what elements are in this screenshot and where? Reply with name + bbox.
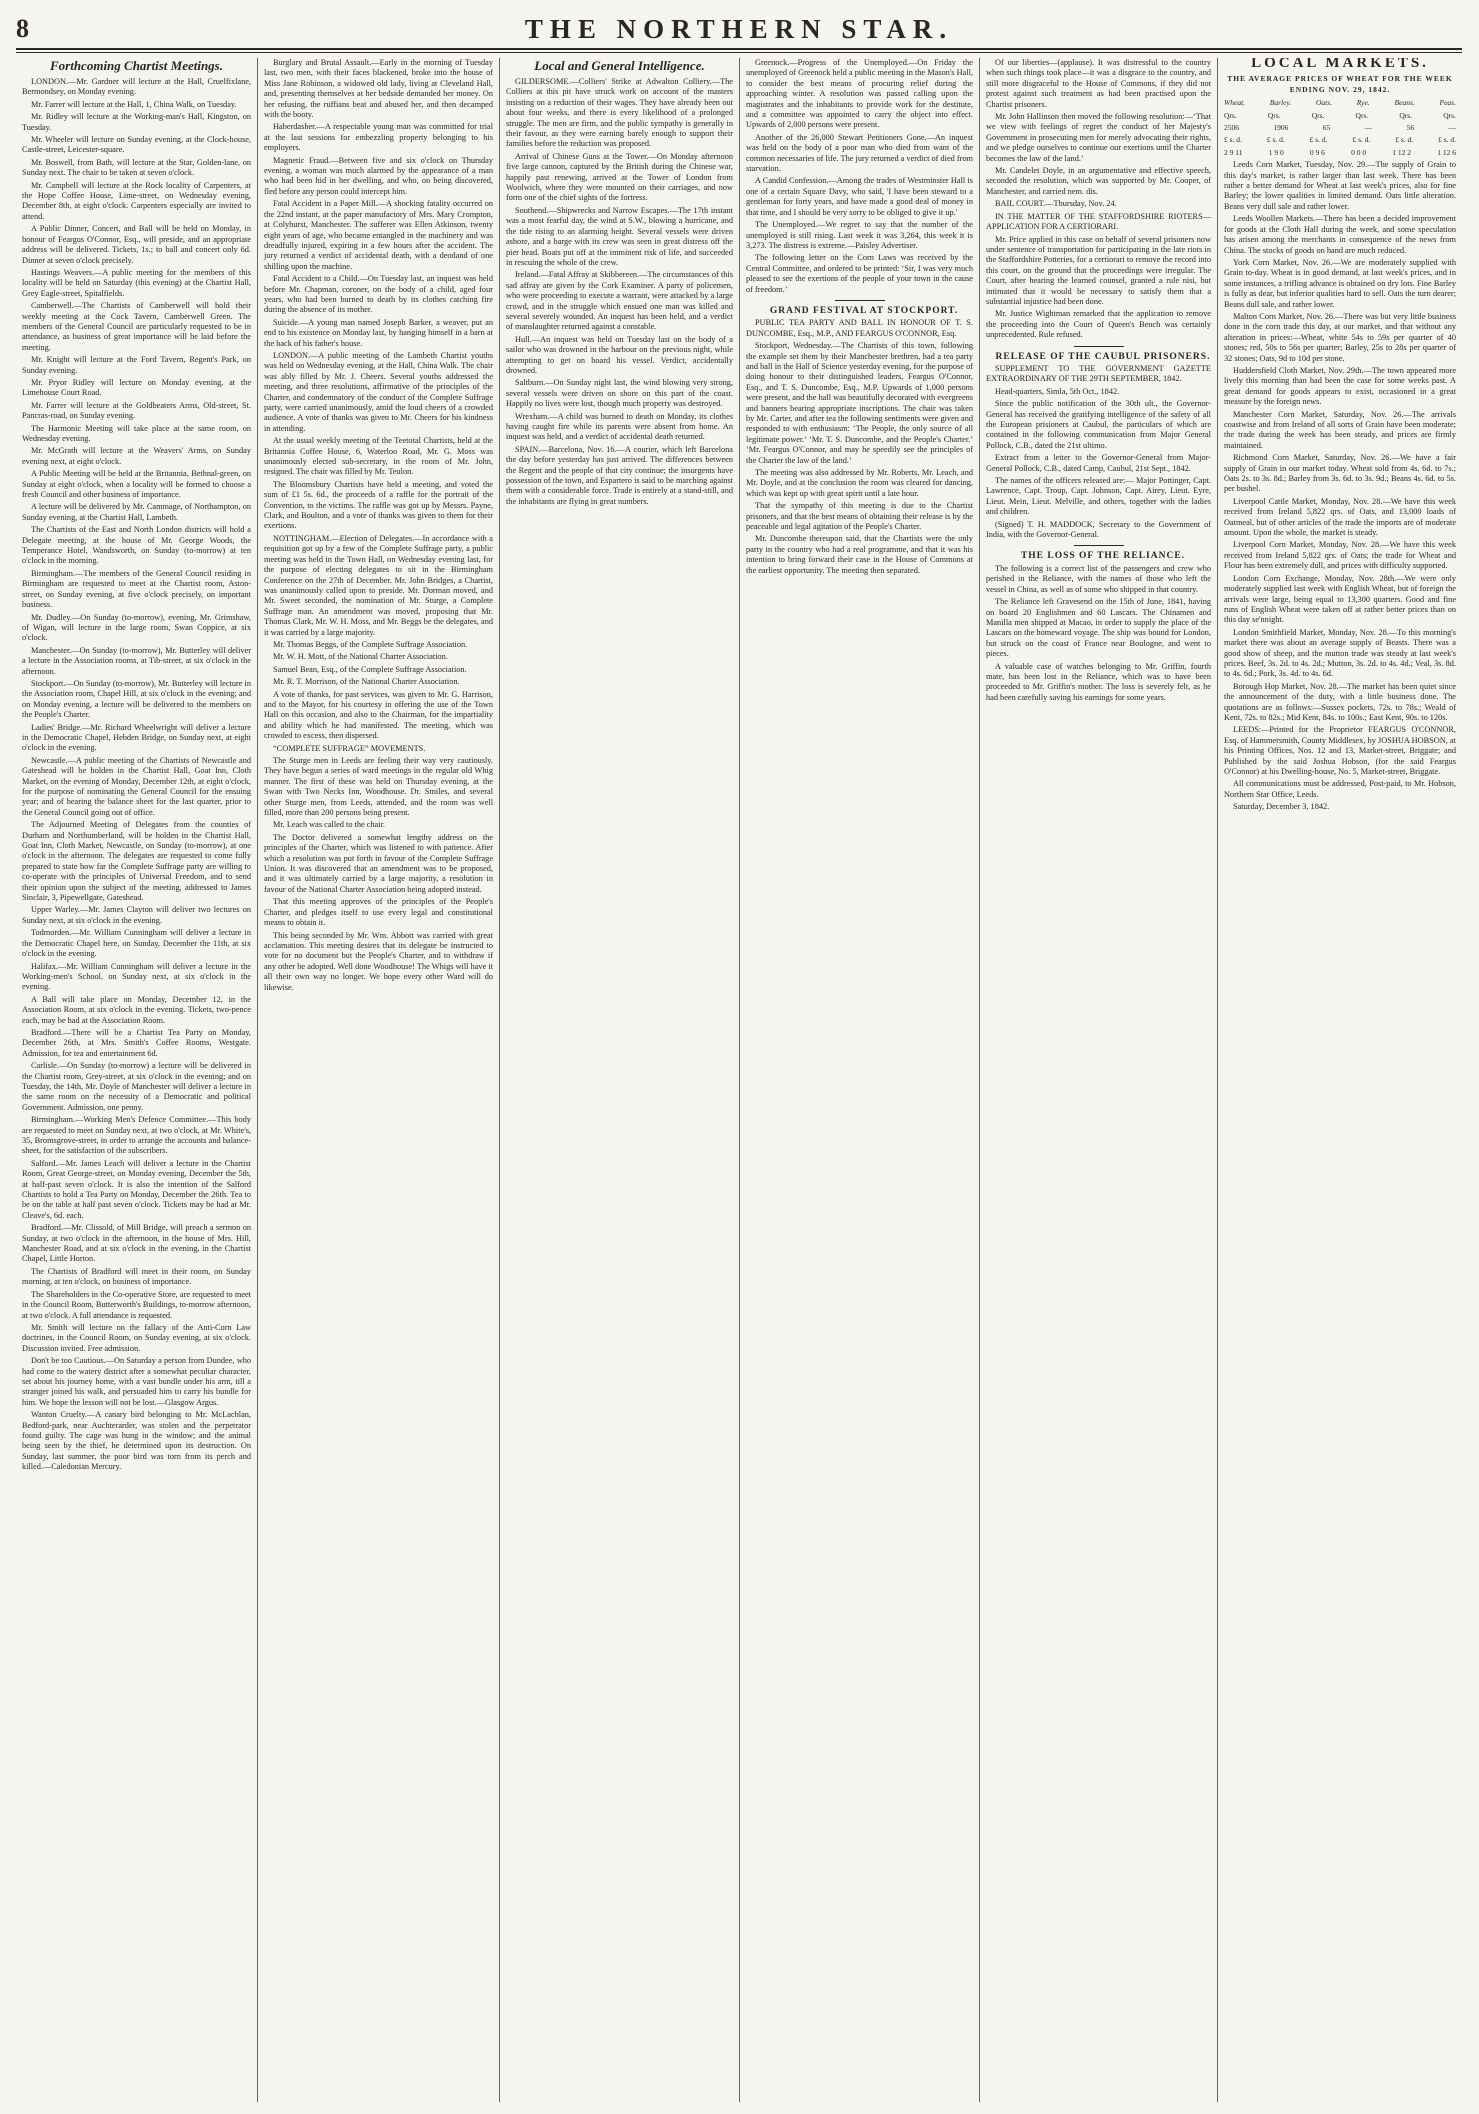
article-paragraph: Hastings Weavers.—A public meeting for the members of this locality will be held on Saturday (this evening) at the Chartist Hall, Grey Eagle-street, Spitalfields. (22, 267, 251, 298)
article-paragraph: Don't be too Cautious.—On Saturday a person from Dundee, who had come to the watery district after a somewhat peculiar character, set about his journey home, with a vast bundle under his arm, till a stranger joined his walk, and persuaded him to carry his bundle for him. We hope the lesson will not be lost.—Glasgow Argus. (22, 1356, 251, 1407)
article-paragraph: That this meeting approves of the principles of the People's Charter, and pledges itself to use every legal and constitutional means to obtain it. (264, 897, 493, 928)
section-heading: THE LOSS OF THE RELIANCE. (1020, 551, 1186, 562)
grain-table-cell: 0 0 0 (1351, 147, 1367, 157)
grain-table-cell: Qrs. (1224, 110, 1237, 120)
article-paragraph: Mr. Leach was called to the chair. (273, 820, 385, 830)
column-container (16, 58, 1462, 2102)
article-paragraph: Of our liberties—(applause). It was distressful to the country when such things took place—it was a disgrace to the country, and still more disgraceful to the House of Commons, if they did not protest against such treatment as had been practised upon the Chartist prisoners. (986, 58, 1211, 109)
article-paragraph: NOTTINGHAM.—Election of Delegates.—In accordance with a requisition got up by a few of the Complete Suffrage party, a public meeting was held in the Town Hall, on Wednesday evening last, for the purpose of electing delegates to sit in the Birmingham Conference on the 27th of December. Mr. John Bridges, a Chartist, was unanimously called upon to preside. Mr. Dorman moved, and Mr. Sweet seconded, the nomination of Mr. Sturge, a Complete Suffrage man. An amendment was moved, proposing that Mr. Thomas Clark, Mr. W. H. Moss, and Mr. Beggs be the delegates, and it was carried by a large majority. (264, 533, 493, 637)
article-paragraph: Todmorden.—Mr. William Cunningham will deliver a lecture in the Democratic Chapel here, on Sunday, December the 11th, at six o'clock in the evening. (22, 928, 251, 959)
grain-table-cell: — (1448, 123, 1456, 133)
article-paragraph: The following letter on the Corn Laws was received by the Central Committee, and ordered to be printed: ‘Sir, I was very much pleased to see the exertions of the people of your town in the cause of freedom.’ (746, 253, 973, 294)
article-paragraph: The following is a correct list of the passengers and crew who perished in the Reliance, with the names of those who left the vessel in China, as well as of some who shipped in that country. (986, 563, 1211, 594)
article-paragraph: Burglary and Brutal Assault.—Early in the morning of Tuesday last, two men, with their faces blackened, broke into the house of Miss Jane Robinson, a widowed old lady, living at Cleveland Hall, and, presenting themselves at her bedside demanded her money. On her refusing, the ruffians beat and abused her, and then decamped with the booty. (264, 58, 493, 120)
article-paragraph: Extract from a letter to the Governor-General from Major-General Pollock, C.B., dated Camp, Caubul, 21st Sept., 1842. (986, 453, 1211, 473)
article-paragraph: Birmingham.—The members of the General Council residing in Birmingham are requested to meet at the Chartist room, Aston-street, on Sunday evening, at five o'clock precisely, on important business. (22, 568, 251, 610)
grain-table-row (1224, 135, 1456, 145)
article-paragraph: Mr. Smith will lecture on the fallacy of the Anti-Corn Law doctrines, in the Council Room, on Sunday evening, at six o'clock. Discussion invited. Free admission. (22, 1322, 251, 1353)
article-paragraph: Huddersfield Cloth Market, Nov. 29th.—The town appeared more lively this morning than had been the case for some weeks past. A great demand for goods appears to exist, occasioned in a great measure by the foreign news. (1224, 365, 1456, 407)
article-paragraph: Fatal Accident in a Paper Mill.—A shocking fatality occurred on the 22nd instant, at the paper manufactory of Mrs. Mary Crompton, at Colyhurst, Manchester. The sufferer was Ellen Atkinson, twenty eight years of age, who became entangled in the machinery and was dreadfully injured, expiring in a few hours after the accident. The jury returned a verdict of accidental death, with a deodand of one shilling upon the machine. (264, 199, 493, 271)
article-paragraph: Borough Hop Market, Nov. 28.—The market has been quiet since the announcement of the duty, with a little business done. The quotations are as follows:—Sussex pockets, 72s. to 78s.; Weald of Kent, 72s. to 82s.; Mid Kent, 84s. to 100s.; East Kent, 90s. to 120s. (1224, 681, 1456, 722)
article-paragraph: Stockport.—On Sunday (to-morrow), Mr. Butterley will lecture in the Association room, Chapel Hill, at six o'clock in the evening; and on Monday evening, a lecture will be delivered to the members on the People's Charter. (22, 678, 251, 720)
article-paragraph: The Shareholders in the Co-operative Store, are requested to meet in the Council Room, Butterworth's Buildings, to-morrow afternoon, at two o'clock. A full attendance is requested. (22, 1289, 251, 1320)
article-paragraph: Manchester.—On Sunday (to-morrow), Mr. Butterley will deliver a lecture in the Association rooms, at Tib-street, at six o'clock in the afternoon. (22, 645, 251, 676)
grain-table-cell: £ s. d. (1309, 135, 1328, 145)
article-paragraph: Saturday, December 3, 1842. (1233, 802, 1330, 812)
article-paragraph: This being seconded by Mr. Wm. Abbott was carried with great acclamation. This meeting desires that its delegate be instructed to vote for no document but the People's Charter, and to withdraw if any other be adopted. Well done Woodhouse! The Whigs will have it all their own way no longer. We hope every other Ward will do likewise. (264, 930, 493, 992)
grain-table-cell: Barley. (1269, 98, 1292, 108)
article-paragraph: Liverpool Corn Market, Monday, Nov. 28.—We have this week received from Ireland 5,822 qrs. of Oats; the trade for Wheat and Flour has been extremely dull, and prices with difficulty supported. (1224, 540, 1456, 571)
article-paragraph: Fatal Accident to a Child.—On Tuesday last, an inquest was held before Mr. Chapman, coroner, on the body of a child, aged four years, who had been burned to death by its clothes catching fire during the absence of its mother. (264, 274, 493, 315)
article-paragraph: London Smithfield Market, Monday, Nov. 28.—To this morning's market there was about an average supply of Beasts. There was a good show of sheep, and the mutton trade was steady at last week's prices. Beef, 3s. 2d. to 4s. 2d.; Mutton, 3s. 2d. to 4s. 4d.; Veal, 3s. 8d. to 4s. 6d.; Pork, 3s. 4d. to 4s. 6d. (1224, 627, 1456, 679)
article-paragraph: A Ball will take place on Monday, December 12, in the Association Room, at six o'clock in the evening. Tickets, two-pence each, may be had at the Association Room. (22, 994, 251, 1025)
page-number: 8 (16, 14, 29, 43)
article-paragraph: Liverpool Cattle Market, Monday, Nov. 28.—We have this week received from Ireland 5,822 qrs. of Oats, and 13,000 loads of Oatmeal, but of other articles of the trade the imports are of moderate amount. Upon the whole, the market is steady. (1224, 496, 1456, 538)
article-paragraph: A Public Dinner, Concert, and Ball will be held on Monday, in honour of Feargus O'Connor, Esq., will preside, and an appropriate address will be delivered. Tickets, 1s.; to ball and concert only 6d. Dinner at seven o'clock precisely. (22, 224, 251, 265)
grain-table-cell: Wheat. (1224, 98, 1246, 108)
article-paragraph: The meeting was also addressed by Mr. Roberts, Mr. Leach, and Mr. Doyle, and at the conclusion the room was cleared for dancing, which was kept up with great spirit until a late hour. (746, 468, 973, 498)
article-paragraph: Mr. Pryor Ridley will lecture on Monday evening, at the Limehouse Court Road. (22, 377, 251, 398)
article-paragraph: Stockport, Wednesday.—The Chartists of this town, following the example set them by their Manchester brethren, had a tea party and ball in the Hall of Science yesterday evening, for the purpose of doing honour to their distinguished leaders, Feargus O'Connor, Esq., and T. S. Duncombe, Esq., M.P. Upwards of 1,000 persons were present, and the hall was beautifully decorated with evergreens and banners bearing appropriate inscriptions. The chair was taken by Mr. Carter, and after tea the following sentiments were given and responded to with enthusiasm: ‘The People, the only source of all legitimate power.’ ‘Mr. T. S. Duncombe, and the People's Charter.’ ‘Mr. Feargus O'Connor, and may he speedily see the principles of the Charter the law of the land.’ (746, 341, 973, 465)
grain-table-cell: 1 9 0 (1268, 147, 1284, 157)
article-paragraph: Another of the 26,000 Stewart Petitioners Gone.—An inquest was held on the body of a poor man who died from want of the common necessaries of life. The jury returned a verdict of died from starvation. (746, 132, 974, 174)
column-2 (258, 58, 500, 2102)
article-paragraph: Mr. W. H. Mott, of the National Charter Association. (273, 652, 448, 662)
article-paragraph: Mr. Price applied in this case on behalf of several prisoners now under sentence of transportation for participating in the late riots in the Staffordshire Potteries, for a certiorari to remove the record into this court, on the ground that the proceedings were irregular. The Court, after hearing the learned counsel, granted a rule nisi, but intimated that it would be necessary to satisfy them that a substantial injustice had been done. (986, 234, 1211, 306)
grain-table-cell: Beans. (1394, 98, 1415, 108)
masthead (16, 12, 1462, 50)
article-paragraph: LONDON.—Mr. Gardner will lecture at the Hall, Cruelfixlane, Bermondsey, on Monday evening. (22, 77, 251, 97)
article-paragraph: SPAIN.—Barcelona, Nov. 16.—A courier, which left Barcelona the day before yesterday has just arrived. The differences between the Regent and the people of that city continue; the insurgents have possession of the town, and Espartero is said to be marching against them with a considerable force. Trade is entirely at a stand-still, and the inhabitants are flying in great numbers. (506, 444, 733, 506)
article-paragraph: Mr. John Hallinson then moved the following resolution:—‘That we view with feelings of regret the conduct of her Majesty's Government in prosecuting men for merely advocating their rights, and we pledge ourselves to continue our exertions until the Charter becomes the law of the land.’ (986, 112, 1211, 163)
grain-table-cell: 2 9 11 (1224, 147, 1243, 157)
grain-table-cell: Qrs. (1267, 110, 1281, 120)
article-paragraph: Bradford.—There will be a Chartist Tea Party on Monday, December 26th, at Mrs. Smith's Coffee Rooms, Westgate. Admission, for tea and entertainment 6d. (22, 1027, 251, 1058)
article-paragraph: The Adjourned Meeting of Delegates from the counties of Durham and Northumberland, will be holden in the Chartist Hall, Goat Inn, Cloth Market, Newcastle, on Sunday (to-morrow), at one o'clock in the afternoon. The delegates are requested to come fully prepared to state how far the Complete Suffrage party are willing to co-operate with the principles of Universal Freedom, and to send their opinion upon the subject of the meeting, addressed to James Sinclair, 3, Pipewellgate, Gateshead. (22, 820, 251, 903)
newspaper-page (16, 12, 1462, 2102)
article-paragraph: Ireland.—Fatal Affray at Skibbereen.—The circumstances of this sad affray are given by the Cork Examiner. A party of policemen, who were proceeding to execute a warrant, were attacked by a large crowd, and in the struggle which ensued one man was killed and several severely wounded. An inquest has been held, and a verdict of manslaughter returned against a constable. (506, 270, 733, 332)
article-paragraph: Mr. Candelet Doyle, in an argumentative and effective speech, seconded the resolution, which was supported by Mr. Cooper, of Manchester, and carried nem. dis. (986, 166, 1211, 196)
grain-table-cell: Oats. (1316, 98, 1333, 108)
article-paragraph: Carlisle.—On Sunday (to-morrow) a lecture will be delivered in the Chartist room, Grey-street, at six o'clock in the evening; and on Tuesday, the 14th, Mr. Doyle of Manchester will deliver a lecture in the same room on the necessity of a Democratic and political Government. Admission, one penny. (22, 1061, 251, 1112)
article-paragraph: The Harmonic Meeting will take place at the same room, on Wednesday evening. (22, 423, 251, 443)
article-paragraph: SUPPLEMENT TO THE GOVERNMENT GAZETTE EXTRAORDINARY OF THE 29TH SEPTEMBER, 1842. (986, 363, 1211, 384)
article-paragraph: A Public Meeting will be held at the Britannia, Bethnal-green, on Sunday at eight o'clock, when a locality will be formed to choose a fresh Council and other business of importance. (22, 469, 251, 500)
article-paragraph: Mr. Ridley will lecture at the Working-man's Hall, Kingston, on Tuesday. (22, 112, 251, 132)
article-paragraph: Mr. Farrer will lecture at the Hall, 1, China Walk, on Tuesday. (31, 99, 237, 109)
article-paragraph: The names of the officers released are:— Major Pottinger, Capt. Lawrence, Capt. Troup, Capt. Johnson, Capt. Airey, Lieut. Eyre, Lieut. Mein, Lieut. Melville, and others, together with the ladies and children. (986, 476, 1211, 517)
article-paragraph: Mr. Wheeler will lecture on Sunday evening, at the Clock-house, Castle-street, Leicester-square. (22, 135, 251, 155)
article-paragraph: Upper Warley.—Mr. James Clayton will deliver two lectures on Sunday next, at six o'clock in the evening. (22, 905, 251, 925)
grain-table-cell: — (1364, 123, 1373, 133)
grain-table-row (1224, 123, 1456, 133)
article-paragraph: PUBLIC TEA PARTY AND BALL IN HONOUR OF T. S. DUNCOMBE, Esq., M.P., AND FEARGUS O'CONNOR, Esq. (746, 318, 973, 338)
column-heading: Local and General Intelligence. (534, 58, 705, 73)
article-paragraph: Samuel Bean, Esq., of the Complete Suffrage Association. (273, 664, 467, 674)
article-paragraph: Saltburn.—On Sunday night last, the wind blowing very strong, several vessels were driven on shore on this part of the coast. Happily no lives were lost, though much property was destroyed. (506, 378, 733, 409)
grain-table-cell: 0 9 6 (1309, 147, 1325, 157)
grain-table-row (1224, 98, 1456, 108)
article-paragraph: Greenock.—Progress of the Unemployed.—On Friday the unemployed of Greenock held a public meeting in the Mason's Hall, to consider the best means of procuring relief during the approaching winter. A resolution was passed calling upon the magistrates and the inhabitants to provide work for the destitute, and a committee was appointed to carry the object into effect. Upwards of 2,000 persons were present. (746, 58, 973, 130)
article-paragraph: Head-quarters, Simla, 5th Oct., 1842. (995, 386, 1120, 396)
grain-table-cell: 65 (1322, 123, 1331, 133)
grain-table-cell: Qrs. (1443, 110, 1456, 120)
section-heading: RELEASE OF THE CAUBUL PRISONERS. (995, 351, 1211, 362)
article-paragraph: Birmingham.—Working Men's Defence Committee.—This body are requested to meet on Sunday next, at two o'clock, at Mr. White's, 35, Bromsgrove-street, in order to arrange the accounts and balance-sheet, for the satisfaction of the subscribers. (22, 1115, 251, 1156)
article-paragraph: Mr. McGrath will lecture at the Weavers' Arms, on Sunday evening next, at eight o'clock. (22, 446, 251, 466)
article-paragraph: Arrival of Chinese Guns at the Tower.—On Monday afternoon five large cannon, captured by the British during the Chinese war, happily past renewing, arrived at the Tower of London from Woolwich, where they were mounted on their carriages, and now form one of the chief sights of the fortress. (506, 151, 733, 203)
article-paragraph: Camberwell.—The Chartists of Camberwell will hold their weekly meeting at the Cock Tavern, Camberwell Green. The members of the General Council are particularly requested to be in attendance, as business of great importance will be laid before the meeting. (22, 301, 251, 352)
article-paragraph: Manchester Corn Market, Saturday, Nov. 26.—The arrivals coastwise and from Ireland of all sorts of Grain have been moderate; the trade during the week has been steady, and prices are firmly maintained. (1224, 409, 1456, 450)
article-paragraph: LEEDS:—Printed for the Proprietor FEARGUS O'CONNOR, Esq. of Hammersmith, County Middlesex, by JOSHUA HOBSON, at his Printing Offices, Nos. 12 and 13, Market-street, Briggate; and Published by the said Joshua Hobson, (for the said Feargus O'Connor) at his Dwelling-house, No. 5, Market-street, Briggate. (1224, 725, 1456, 776)
grain-table-cell: £ s. d. (1224, 135, 1242, 145)
article-paragraph: A vote of thanks, for past services, was given to Mr. G. Harrison, and to the Mayor, for his courtesy in offering the use of the Town Hall on this occasion, and also to the Chairman, for the impartiality and ability which he had manifested. The meeting, which was crowded to excess, then dispersed. (264, 689, 493, 741)
article-paragraph: (Signed) T. H. MADDOCK, Secretary to the Government of India, with the Governor-General. (986, 519, 1211, 540)
article-paragraph: Malton Corn Market, Nov. 26.—There was but very little business done in the corn trade this day, at our market, and that without any alteration in prices:—Wheat, white 54s to 59s per quarter of 40 stones; red, 50s to 56s per quarter; Barley, 25s to 28s per quarter of 32 stones; Oats, 9d to 10d per stone. (1224, 311, 1456, 363)
article-paragraph: York Corn Market, Nov. 26.—We are moderately supplied with Grain to-day. Wheat is in good demand, at last week's prices, and in some instances, a trifling advance is obtained on dry lots. Fine Barley is fully as dear, but inferior qualities hard to sell. Oats the turn dearer; Beans dull sale, and rather lower. (1224, 257, 1456, 309)
grain-table-cell: Qrs. (1355, 110, 1369, 120)
column-6 (1218, 58, 1462, 2102)
article-paragraph: Magnetic Fraud.—Between five and six o'clock on Thursday evening, a woman was much alarmed by the appearance of a man who had been hid in her dwelling, and who, on being discovered, fled before any person could intercept him. (264, 155, 493, 196)
article-paragraph: LONDON.—A public meeting of the Lambeth Chartist youths was held on Wednesday evening, at the Hall, China Walk. The chair was ably filled by Mr. J. Cheers. Several youths addressed the meeting, and three resolutions, affirmative of the principles of the Charter, and condemnatory of the conduct of the Complete Suffrage party, were carried unanimously, amid the loud cheers of a crowded audience. A vote of thanks was given to Mr. Cheers for his kindness in attending. (264, 350, 493, 433)
article-paragraph: Richmond Corn Market, Saturday, Nov. 26.—We have a fair supply of Grain in our market today. Wheat sold from 4s. 6d. to 7s.; Oats 2s. to 3s. 8d.; Barley from 3s. 6d. to 3s. 9d.; Beans 4s. 6d. to 5s. per bushel. (1224, 453, 1456, 494)
masthead-rule (16, 52, 1462, 53)
grain-table-cell: 56 (1406, 123, 1415, 133)
grain-table-cell: 1 12 6 (1437, 147, 1456, 157)
grain-table-cell: £ s. d. (1395, 135, 1414, 145)
article-paragraph: All communications must be addressed, Post-paid, to Mr. Hobson, Northern Star Office, Leeds. (1224, 779, 1456, 799)
column-4 (740, 58, 980, 2102)
grain-table-cell: Rye. (1356, 98, 1370, 108)
article-paragraph: IN THE MATTER OF THE STAFFORDSHIRE RIOTERS—APPLICATION FOR A CERTIORARI. (986, 211, 1211, 232)
article-paragraph: A Candid Confession.—Among the trades of Westminster Hall is one of a certain Square Davy, who said, 'I have been steward to a gentleman for forty years, and have made a good deal of money in that time, and I should be very sorry to be obliged to give it up.' (746, 176, 973, 217)
article-paragraph: Bradford.—Mr. Clissold, of Mill Bridge, will preach a sermon on Sunday, at two o'clock in the afternoon, in the house of Mrs. Hill, Manchester Road, and at six o'clock in the evening, in the Chartist Chapel, Little Horton. (22, 1223, 251, 1264)
article-paragraph: The Chartists of Bradford will meet in their room, on Sunday morning, at ten o'clock, on business of importance. (22, 1266, 251, 1287)
article-paragraph: “COMPLETE SUFFRAGE” MOVEMENTS. (273, 743, 426, 753)
article-paragraph: Mr. Duncombe thereupon said, that the Chartists were the only party in the country who had a real programme, and that it was his intention to bring forward their case in the House of Commons at the earliest opportunity. The meeting then separated. (746, 534, 973, 575)
grain-averages-heading: THE AVERAGE PRICES OF WHEAT FOR THE WEEK ENDING NOV. 29, 1842. (1227, 74, 1453, 94)
grain-table-cell: £ s. d. (1266, 135, 1285, 145)
article-paragraph: Mr. Knight will lecture at the Ford Tavern, Regent's Park, on Sunday evening. (22, 355, 251, 375)
column-1 (16, 58, 258, 2102)
article-paragraph: Leeds Corn Market, Tuesday, Nov. 29.—The supply of Grain to this day's market, is rather larger than last week. There has been rather a better demand for Wheat at last week's prices, also for fine Barley; the lower qualities in limited demand. Oats little alteration. Beans very dull sale and rather lower. (1224, 160, 1456, 211)
grain-table-cell: £ s. d. (1352, 135, 1371, 145)
article-paragraph: Mr. Farrer will lecture at the Goldbeaters Arms, Old-street, St. Pancras-road, on Sunday evening. (22, 400, 251, 421)
article-paragraph: Haberdasher.—A respectable young man was committed for trial at the last sessions for embezzling property belonging to his employers. (264, 122, 493, 153)
article-paragraph: Newcastle.—A public meeting of the Chartists of Newcastle and Gateshead will be holden in the Chartist Hall, Goat Inn, Cloth Market, on the evening of Monday, December 12th, at eight o'clock, for the purpose of nominating the General Council for the ensuing year; and of hearing the balance sheet for the last quarter, prior to the General Council going out of office. (22, 755, 251, 817)
column-5 (980, 58, 1218, 2102)
section-separator (1074, 346, 1124, 347)
grain-table-cell: Qrs. (1399, 110, 1413, 120)
article-paragraph: Wanton Cruelty.—A canary bird belonging to Mr. McLachlan, Bedford-park, near Auchterarder, was stolen and the perpetrator found guilty. The cage was hung in the window; and the animal being seen by the thief, he determined upon its destruction. On Sunday, last summer, the poor bird was torn from its perch and killed.—Caledonian Mercury. (22, 1410, 251, 1472)
grain-table-row (1224, 111, 1456, 121)
article-paragraph: A lecture will be delivered by Mr. Cammage, of Northampton, on Sunday evening, at the Chartist Hall, Lambeth. (22, 502, 251, 522)
article-paragraph: Since the public notification of the 30th ult., the Governor-General has received the gratifying intelligence of the safety of all the European prisioners at Caubul, the particulars of which are contained in the following communication from Major General Pollock, C.B., dated the 21st ultimo. (986, 399, 1211, 450)
column-heading: LOCAL MARKETS. (1251, 58, 1429, 71)
article-paragraph: BAIL COURT.—Thursday, Nov. 24. (995, 199, 1117, 209)
section-heading: GRAND FESTIVAL AT STOCKPORT. (769, 305, 959, 316)
article-paragraph: Wrexham.—A child was burned to death on Monday, its clothes having caught fire while its parents were absent from home. An inquest was held, and a verdict of accidental death returned. (506, 411, 733, 442)
article-paragraph: Ladies' Bridge.—Mr. Richard Wheelwright will deliver a lecture in the Democratic Chapel, Hebden Bridge, on Sunday next, at eight o'clock in the evening. (22, 722, 251, 753)
article-paragraph: The Reliance left Gravesend on the 15th of June, 1841, having on board 20 Englishmen and 60 Lascars. The Chinamen and Manilla men shipped at Macao, in order to supply the place of the Lascars on the homeward voyage. The ship was bound for London, but struck on the coast of France near Boulogne, and went to pieces. (986, 597, 1211, 659)
article-paragraph: Mr. R. T. Morrison, of the National Charter Association. (273, 677, 460, 687)
grain-table-cell: £ s. d. (1438, 135, 1456, 145)
column-heading: Forthcoming Chartist Meetings. (49, 58, 223, 73)
article-paragraph: Leeds Woollen Markets.—There has been a decided improvement for goods at the Cloth Hall during the week, and some speculation has arisen among the merchants in consequence of the news from China. The stocks of goods on hand are much reduced. (1224, 214, 1456, 255)
article-paragraph: GILDERSOME.—Colliers' Strike at Adwalton Colliery.—The Colliers at this pit have struck work on account of the masters insisting on a reduction of their wages. They have already been out about four weeks, and there is every likelihood of a prolonged struggle. The men are firm, and the public sympathy is generally in their favour, as they were earning barely enough to support their families before the reduction was proposed. (506, 77, 733, 149)
article-paragraph: The Unemployed.—We regret to say that the number of the unemployed is still rising. Last week it was 3,264, this week it is 3,273. The distress is extreme.—Paisley Advertiser. (746, 220, 973, 250)
grain-table-cell: 2506 (1224, 123, 1239, 133)
grain-table-cell: 1 12 2 (1392, 147, 1412, 157)
section-separator (1074, 545, 1124, 546)
newspaper-title: THE NORTHERN STAR. (524, 14, 954, 44)
article-paragraph: Mr. Justice Wightman remarked that the application to remove the proceeding into the Court of Queen's Bench was certainly unprecedented. Rule refused. (986, 309, 1211, 340)
article-paragraph: Hull.—An inquest was held on Tuesday last on the body of a sailor who was drowned in the harbour on the previous night, while attempting to get on board his vessel. Verdict, accidentally drowned. (506, 334, 733, 375)
article-paragraph: London Corn Exchange, Monday, Nov. 28th.—We were only moderately supplied last week with English Wheat, but of foreign the arrivals were large, being equal to 13,300 quarters. Good and fine runs of English Wheat were taken off at rather better prices than on this day se'nnight. (1224, 573, 1456, 625)
article-paragraph: The Sturge men in Leeds are feeling their way very cautiously. They have begun a series of ward meetings in the regular old Whig manner. The first of these was held on Thursday evening, at the Swan with Two Necks Inn, Woodhouse. Dr. Smiles, and several other Sturge men, from Leeds, attended, and the room was well filled, more than 200 persons being present. (264, 756, 493, 818)
article-paragraph: That the sympathy of this meeting is due to the Chartist prisoners, and that the best means of obtaining their release is by the peaceable and legal agitation of the People's Charter. (746, 501, 973, 532)
article-paragraph: Salford.—Mr. James Leach will deliver a lecture in the Chartist Room, Great George-street, on Monday evening, December the 5th, at half-past seven o'clock. It is also the intention of the Salford Chartists to hold a Tea Party on Monday, December the 26th. Tea to be on the table at half past seven o'clock. Tickets may be had at Mr. Cleave's, 6d. each. (22, 1158, 251, 1220)
grain-table-row (1224, 148, 1456, 158)
column-3 (500, 58, 740, 2102)
article-paragraph: The Bloomsbury Chartists have held a meeting, and voted the sum of £1 5s. 6d., the proceeds of a raffle for the portrait of the Convention, to the victims. The raffle was got up by Messrs. Payne, Clark, and Boulton, and a vote of thanks was given to them for their exertions. (264, 479, 493, 531)
article-paragraph: The Chartists of the East and North London districts will hold a Delegate meeting, at the house of Mr. George Woods, the Temperance Hotel, Wandsworth, on Sunday (to-morrow) at ten o'clock in the morning. (22, 525, 251, 566)
article-paragraph: Halifax.—Mr. William Cunningham will deliver a lecture in the Working-men's School, on Sunday next, at six o'clock in the evening. (22, 961, 251, 992)
article-paragraph: Mr. Dudley.—On Sunday (to-morrow), evening, Mr. Grimshaw, of Wigan, will lecture in the large room, Swan Coppice, at six o'clock. (22, 612, 251, 643)
grain-table-cell: Peas. (1439, 98, 1456, 108)
section-separator (835, 300, 885, 301)
grain-table-cell: 1906 (1273, 123, 1289, 133)
article-paragraph: Mr. Thomas Beggs, of the Complete Suffrage Association. (273, 639, 468, 649)
article-paragraph: Mr. Campbell will lecture at the Rock locality of Carpenters, at the Hope Coffee House, Lime-street, on Wednesday evening, December 8th, at eight o'clock. Carpenters especially are invited to attend. (22, 180, 251, 221)
article-paragraph: Suicide.—A young man named Joseph Barker, a weaver, put an end to his existence on Monday last, by hanging himself in a barn at the back of his father's house. (264, 317, 493, 348)
article-paragraph: At the usual weekly meeting of the Teetotal Chartists, held at the Britannia Coffee House, 6, Waterloo Road, Mr. G. Moss was unanimously elected sub-secretary, in the room of Mr. John, resigned. The chair was filled by Mr. Teulon. (264, 436, 493, 477)
article-paragraph: Southend.—Shipwrecks and Narrow Escapes.—The 17th instant was a most fearful day, the wind at S.W., blowing a hurricane, and the tide rising to an alarming height. Several vessels were driven ashore, and a barge with its crew was seen in great distress off the pier head. Boats put off at the imminent risk of life, and succeeded in rescuing the whole of the crew. (506, 205, 733, 267)
article-paragraph: A valuable case of watches belonging to Mr. Griffin, fourth mate, has been lost in the Reliance, which was to have been proceeded to Mr. Griffin's mother. The loss is severely felt, as he had been carefully saving his earnings for some years. (986, 661, 1211, 702)
article-paragraph: The Doctor delivered a somewhat lengthy address on the principles of the Charter, which was listened to with patience. After which a resolution was put forth in favour of the Complete Suffrage Union. It was discovered that an amendment was to be proposed, and it was ultimately carried by a large majority, a resolution in favour of the National Charter Association being adopted instead. (264, 832, 493, 894)
grain-table-cell: Qrs. (1311, 110, 1325, 120)
article-paragraph: Mr. Boswell, from Bath, will lecture at the Star, Golden-lane, on Sunday next. The chair to be taken at seven o'clock. (22, 157, 251, 178)
